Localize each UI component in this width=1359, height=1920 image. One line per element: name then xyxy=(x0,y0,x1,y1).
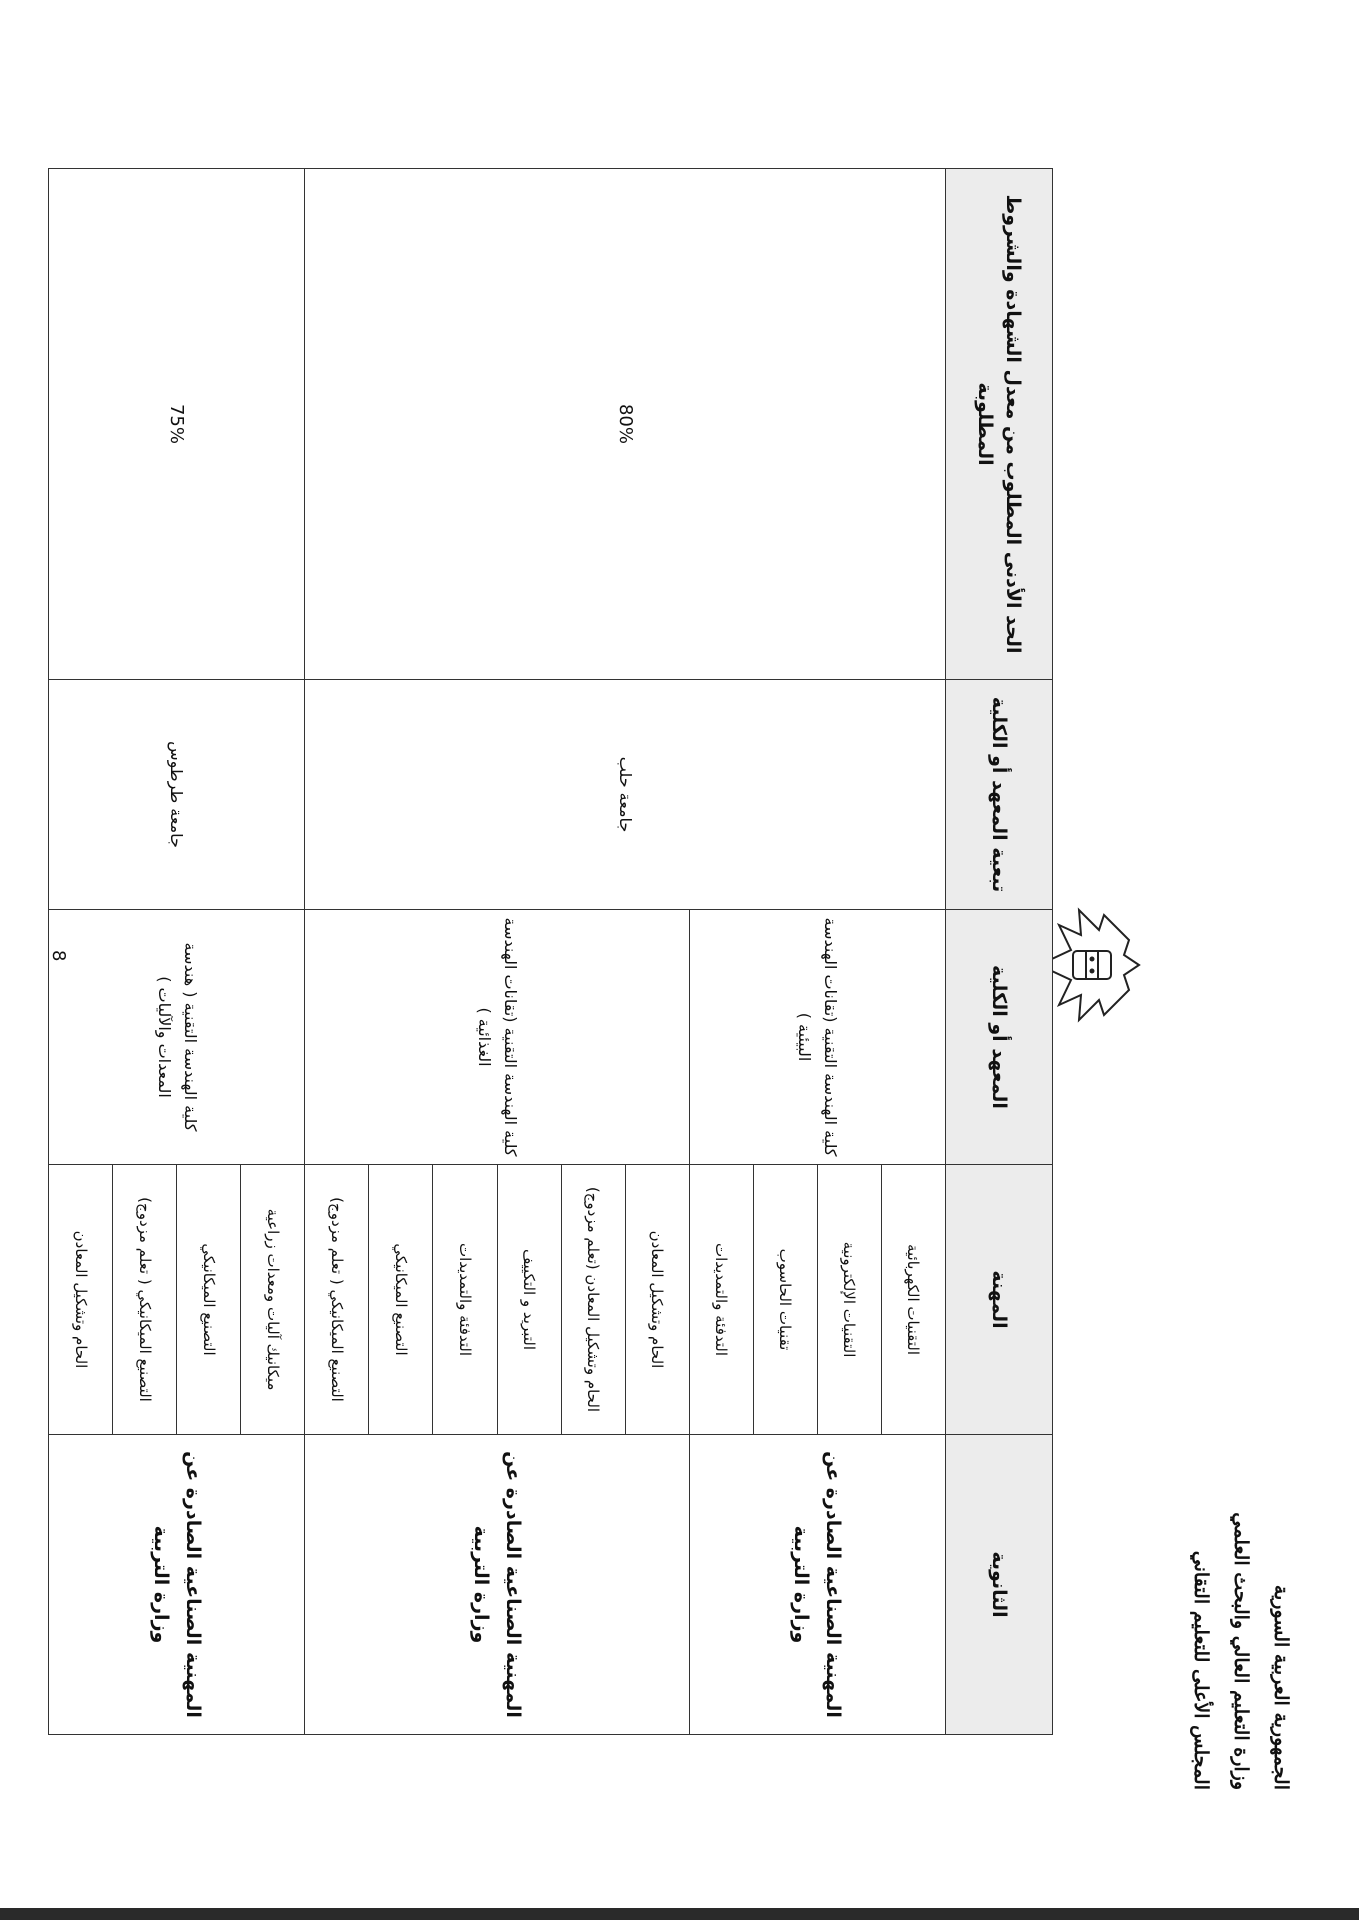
profession-cell: الحام وتشكيل المعادن xyxy=(49,1165,113,1435)
profession-cell: التصنيع الميكانيكي xyxy=(177,1165,241,1435)
rate-cell: 75% xyxy=(49,169,305,680)
institute-cell: كلية الهندسة التقنية (تقانات الهندسة البيئية ) xyxy=(689,910,945,1165)
profession-cell: الحام وتشكيل المعادن (تعلم مزدوج) xyxy=(561,1165,625,1435)
affiliation-cell: جامعة حلب xyxy=(305,680,946,910)
institute-cell: كلية الهندسة التقنية ( هندسة المعدات والآليات ) xyxy=(49,910,305,1165)
secondary-cell: المهنية الصناعية الصادرة عن وزارة التربية xyxy=(49,1435,305,1735)
header-affiliation: تبعية المعهد أو الكلية xyxy=(946,680,1053,910)
header-institute: المعهد أو الكلية xyxy=(946,910,1053,1165)
header-secondary: الثانوية xyxy=(946,1435,1053,1735)
page-number: 8 xyxy=(48,950,69,962)
secondary-cell: المهنية الصناعية الصادرة عن وزارة التربية xyxy=(689,1435,945,1735)
header-line-2: وزارة التعليم العالي والبحث العلمي xyxy=(1230,1512,1252,1790)
table-row xyxy=(241,169,305,1735)
rate-cell: 80% xyxy=(305,169,946,680)
profession-cell: الحام وتشكيل المعادن xyxy=(625,1165,689,1435)
admission-table xyxy=(48,168,1053,1735)
header-line-3: المجلس الأعلى للتعليم التقاني xyxy=(1190,1550,1212,1790)
profession-cell: التصنيع الميكانيكي xyxy=(369,1165,433,1435)
header-line-1: الجمهورية العربية السورية xyxy=(1270,1584,1292,1790)
profession-cell: التدفئة والتمديدات xyxy=(689,1165,753,1435)
header-profession: المهنة xyxy=(946,1165,1053,1435)
ministry-header xyxy=(1181,1512,1301,1790)
profession-cell: التقنيات الكهربائية xyxy=(881,1165,945,1435)
affiliation-cell: جامعة طرطوس xyxy=(49,680,305,910)
profession-cell: التصنيع الميكانيكي ( تعلم مزدوج) xyxy=(113,1165,177,1435)
institute-cell: كلية الهندسة التقنية (تقانات الهندسة الغذائية ) xyxy=(305,910,689,1165)
table-row xyxy=(881,169,945,1735)
profession-cell: ميكانيك آليات ومعدات زراعية xyxy=(241,1165,305,1435)
profession-cell: التقنيات الإلكترونية xyxy=(817,1165,881,1435)
table-header-row xyxy=(946,169,1053,1735)
scan-edge-bar xyxy=(0,1908,1359,1920)
profession-cell: التبريد و التكييف xyxy=(497,1165,561,1435)
profession-cell: تقنيات الحاسوب xyxy=(753,1165,817,1435)
profession-cell: التصنيع الميكانيكي ( تعلم مزدوج) xyxy=(305,1165,369,1435)
secondary-cell: المهنية الصناعية الصادرة عن وزارة التربية xyxy=(305,1435,689,1735)
profession-cell: التدفئة والتمديدات xyxy=(433,1165,497,1435)
header-min-rate: الحد الأدنى المطلوب من معدل الشهادة والشروط المطلوبة xyxy=(946,169,1053,680)
